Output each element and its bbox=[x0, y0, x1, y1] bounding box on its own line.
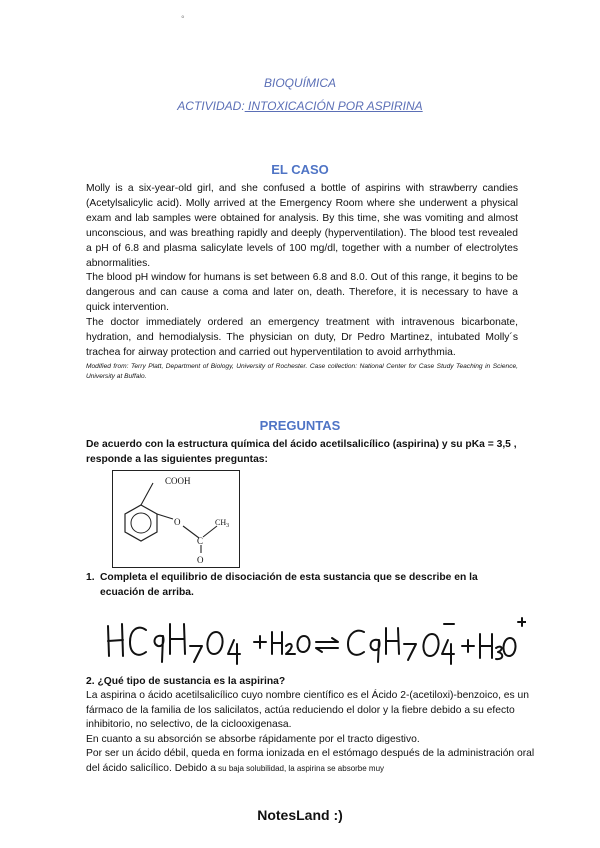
case-paragraph: The doctor immediately ordered an emergency treatment with intravenous bicarbonate, hydration, and hemodialysis. The physician on duty, Dr Pedro Martinez, intubated Molly´s trachea for airway protection and carried out hyperventilation to avoid arrhythmia. bbox=[86, 317, 518, 358]
answer-paragraph bbox=[86, 747, 538, 776]
methyl-label: $CH_3$ bbox=[215, 518, 230, 529]
case-paragraph: The blood pH window for humans is set between 6.8 and 8.0. Out of this range, it begins to be dangerous and can cause a coma and later on, death. Therefore, it is necessary to have a quick intervention. bbox=[86, 272, 518, 314]
question-1-text-line2: ecuación de arriba. bbox=[100, 587, 194, 598]
question-2: 2. ¿Qué tipo de sustancia es la aspirina? bbox=[86, 676, 286, 687]
carbonyl-carbon-label: C bbox=[197, 536, 204, 546]
questions-intro: De acuerdo con la estructura química del ácido acetilsalicílico (aspirina) y su pKa = 3,5 , responde a las siguientes preguntas: bbox=[86, 439, 517, 465]
handwritten-equation bbox=[106, 612, 526, 674]
answer-paragraph-text: Por ser un ácido débil, queda en forma ionizada en el estómago después de la administración oral del ácido salicílico. Debido a bbox=[86, 748, 535, 774]
answer-paragraph-small-text: su baja solubilidad, la aspirina se absorbe muy bbox=[215, 763, 385, 773]
aspirin-structure-figure bbox=[112, 470, 240, 568]
handwritten-equation-text: HC9H7O4 + H2O ⇌ C9H7O4⁻ + H3O⁺ bbox=[106, 612, 124, 613]
question-1 bbox=[86, 570, 526, 600]
document-title: BIOQUÍMICA bbox=[263, 76, 336, 90]
question-1-number: 1. bbox=[86, 572, 95, 583]
question-2-answer bbox=[86, 689, 538, 777]
cooh-label: COOH bbox=[165, 476, 191, 486]
activity-label: ACTIVIDAD bbox=[177, 99, 242, 113]
case-heading: EL CASO bbox=[271, 162, 329, 177]
aspirin-structure-diagram bbox=[113, 471, 239, 567]
activity-line: ACTIVIDAD: INTOXICACIÓN POR ASPIRINA bbox=[177, 99, 423, 113]
case-credit: Modified from: Terry Platt, Department of Biology, University of Rochester. Case collection: National Center for Case Study Teaching in Science, University at Buffalo. bbox=[86, 362, 518, 380]
handwritten-equation-drawing bbox=[106, 612, 526, 674]
answer-paragraph: La aspirina o ácido acetilsalicílico cuyo nombre científico es el Ácido 2-(acetiloxi)-benzoico, es un fármaco de la familia de los salicilatos, actúa reduciendo el dolor y la fiebre debido a su efecto inhibitorio, no selectivo, de la ciclooxigenasa. bbox=[86, 690, 529, 731]
activity-title: INTOXICACIÓN POR ASPIRINA bbox=[244, 99, 423, 113]
case-text bbox=[86, 182, 518, 382]
footer-brand: NotesLand :) bbox=[257, 807, 343, 823]
question-1-text-line1: Completa el equilibrio de disociación de esta sustancia que se describe en la bbox=[100, 572, 478, 583]
stray-mark: ° bbox=[181, 14, 185, 24]
carbonyl-oxygen-label: O bbox=[197, 555, 204, 565]
questions-heading: PREGUNTAS bbox=[259, 418, 341, 433]
answer-paragraph: En cuanto a su absorción se absorbe rápidamente por el tracto digestivo. bbox=[86, 733, 420, 745]
ester-oxygen-label: O bbox=[174, 517, 181, 527]
case-paragraph: Molly is a six-year-old girl, and she confused a bottle of aspirins with strawberry candies (Acetylsalicylic acid). Molly arrived at the Emergency Room where she underwent a physical exam and lab samples were obtained for analysis. By this time, she was vomiting and almost unconscious, and was breathing rapidly and deeply (hyperventilation). The blood test revealed a pH of 6.8 and plasma salicylate levels of 100 mg/dl, together with a number of electrolytes abnormalities. bbox=[86, 183, 518, 269]
